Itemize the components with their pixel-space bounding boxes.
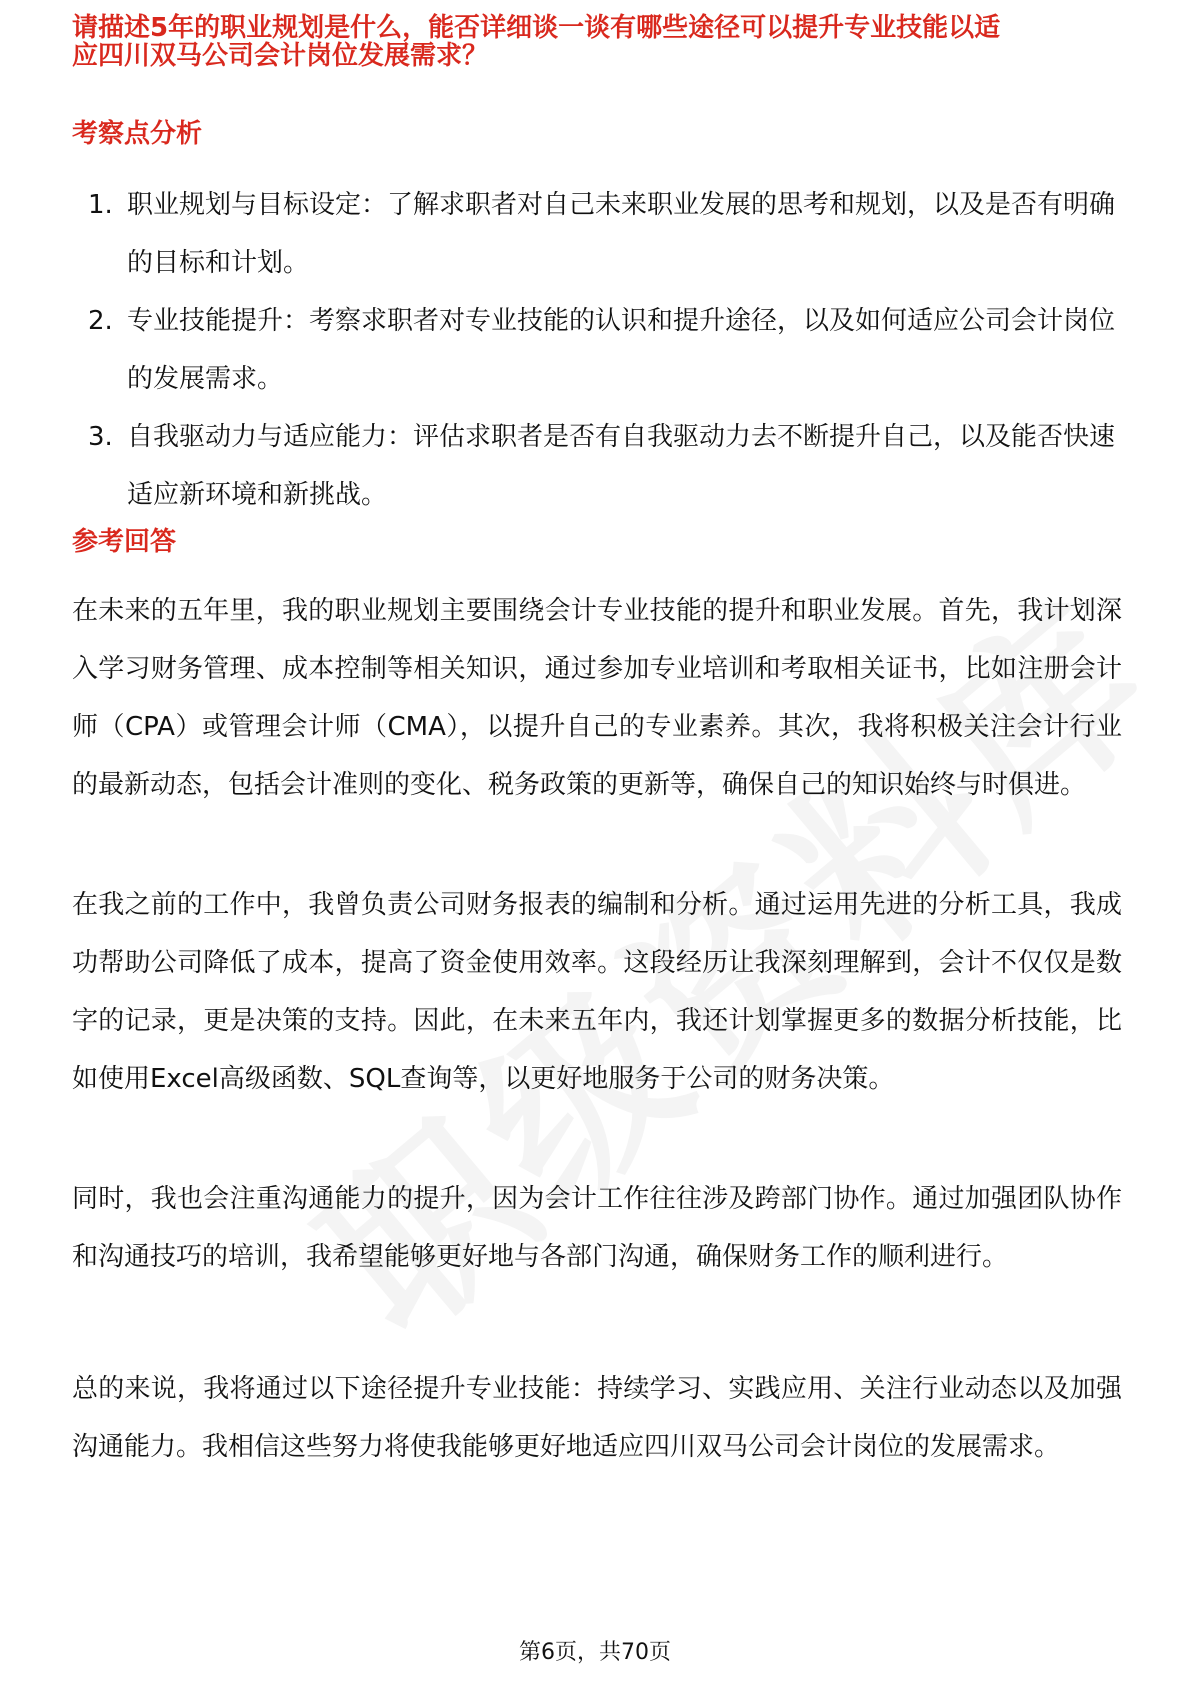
analysis-list <box>72 176 1132 524</box>
list-item-text: 职业规划与目标设定：了解求职者对自己未来职业发展的思考和规划，以及是否有明确的目标和计划。 <box>127 190 1116 278</box>
list-item <box>72 292 1132 408</box>
list-item-number: 2. <box>88 306 113 336</box>
list-item-number: 1. <box>88 190 113 220</box>
answer-paragraph: 在未来的五年里，我的职业规划主要围绕会计专业技能的提升和职业发展。首先，我计划深入学习财务管理、成本控制等相关知识，通过参加专业培训和考取相关证书，比如注册会计师（CPA）或管理会计师（CMA），以提升自己的专业素养。其次，我将积极关注会计行业的最新动态，包括会计准则的变化、税务政策的更新等，确保自己的知识始终与时俱进。 <box>72 596 1122 800</box>
question-heading <box>72 13 1122 112</box>
list-item <box>72 408 1132 524</box>
answer-paragraph: 在我之前的工作中，我曾负责公司财务报表的编制和分析。通过运用先进的分析工具，我成功帮助公司降低了成本，提高了资金使用效率。这段经历让我深刻理解到，会计不仅仅是数字的记录，更是决策的支持。因此，在未来五年内，我还计划掌握更多的数据分析技能，比如使用Excel高级函数、SQL查询等，以更好地服务于公司的财务决策。 <box>72 890 1122 1094</box>
answer-paragraph: 同时，我也会注重沟通能力的提升，因为会计工作往往涉及跨部门协作。通过加强团队协作和沟通技巧的培训，我希望能够更好地与各部门沟通，确保财务工作的顺利进行。 <box>72 1184 1122 1272</box>
page-number: 第6页，共70页 <box>519 1640 671 1665</box>
answer-title: 参考回答 <box>72 527 177 557</box>
question-line-2: 应四川双马公司会计岗位发展需求？ <box>72 41 489 71</box>
list-item-text: 自我驱动力与适应能力：评估求职者是否有自我驱动力去不断提升自己，以及能否快速适应新环境和新挑战。 <box>127 422 1116 510</box>
list-item <box>72 176 1132 292</box>
question-line-1: 请描述5年的职业规划是什么，能否详细谈一谈有哪些途径可以提升专业技能以适 <box>72 13 1001 43</box>
list-item-text: 专业技能提升：考察求职者对专业技能的认识和提升途径，以及如何适应公司会计岗位的发展需求。 <box>127 306 1116 394</box>
analysis-title: 考察点分析 <box>72 119 203 149</box>
answer-paragraph: 总的来说，我将通过以下途径提升专业技能：持续学习、实践应用、关注行业动态以及加强沟通能力。我相信这些努力将使我能够更好地适应四川双马公司会计岗位的发展需求。 <box>72 1374 1122 1462</box>
list-item-number: 3. <box>88 422 113 452</box>
